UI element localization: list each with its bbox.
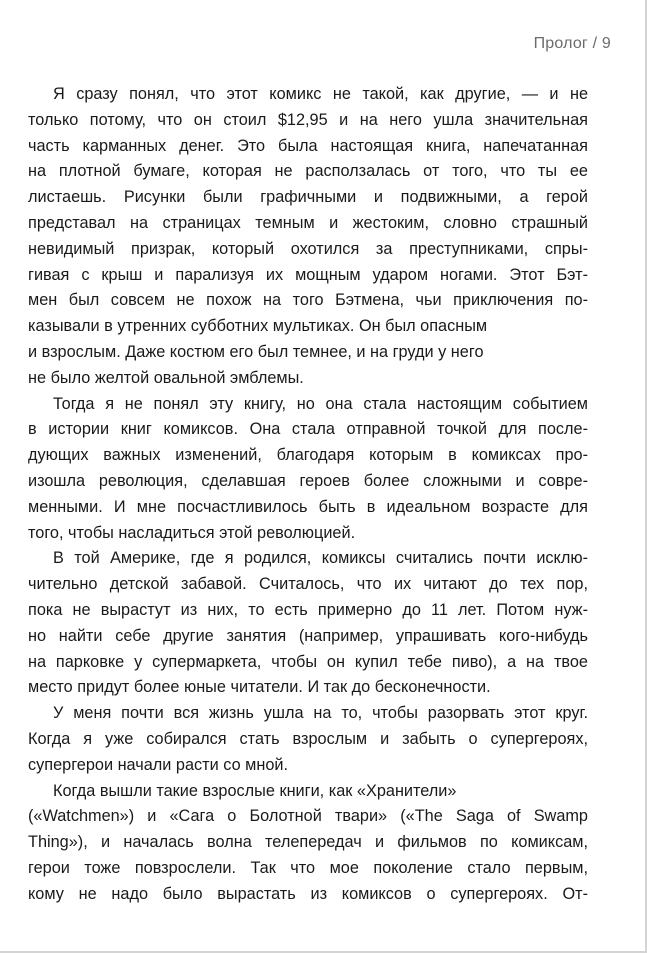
paragraph <box>28 779 588 908</box>
text-line: невидимый призрак, который охотился за преступниками, спры- <box>28 239 588 258</box>
text-line: У меня почти вся жизнь ушла на то, чтобы разорвать этот круг. <box>53 704 588 723</box>
text-line: гивая с крыш и парализуя их мощным ударом ногами. Этот Бэт- <box>28 265 588 284</box>
text-line: только потому, что он стоил $12,95 и на него ушла значительная <box>28 110 588 129</box>
text-line: на парковке у супермаркета, чтобы он купил тебе пиво), а на твое <box>28 652 588 671</box>
text-line: в истории книг комиксов. Она стала отправной точкой для после- <box>28 420 588 439</box>
text-line: Thing»), и началась волна телепередач и фильмов по комиксам, <box>28 833 588 852</box>
text-line: дующих важных изменений, благодаря которым в комиксах про- <box>28 446 588 465</box>
text-line: Я сразу понял, что этот комикс не такой, как другие, — и не <box>53 85 588 103</box>
text-line: того, чтобы насладиться этой революцией. <box>28 523 356 542</box>
text-line: не было желтой овальной эмблемы. <box>28 368 304 387</box>
text-line: место придут более юные читатели. И так до бесконечности. <box>28 678 491 697</box>
text-line: супергерои начали расти со мной. <box>28 755 288 774</box>
text-line: В той Америке, где я родился, комиксы считались почти исклю- <box>53 549 588 568</box>
paragraph <box>28 546 588 701</box>
paragraph <box>28 392 588 547</box>
text-line: Когда вышли такие взрослые книги, как «Хранители» <box>53 781 457 800</box>
text-line: («Watchmen») и «Сага о Болотной твари» («The Saga of Swamp <box>28 807 588 826</box>
text-line: кому не надо было вырастать из комиксов о супергероях. От- <box>28 884 588 903</box>
text-line: но найти себе другие занятия (например, упрашивать кого-нибудь <box>28 626 588 645</box>
paragraph <box>28 701 588 778</box>
text-line: пока не вырастут из них, то есть примерно до 11 лет. Потом нуж- <box>28 600 588 619</box>
text-line: и взрослым. Даже костюм его был темнее, и на груди у него <box>28 342 484 361</box>
text-line: казывали в утренних субботних мультиках. Он был опасным <box>28 317 488 336</box>
text-line: герои тоже повзрослели. Так что мое поколение стало первым, <box>28 858 588 877</box>
text-line: листаешь. Рисунки были графичными и подвижными, а герой <box>28 188 588 207</box>
text-line: представал на страницах темным и жестоким, словно страшный <box>28 213 588 232</box>
text-line: на плотной бумаге, которая не расползалась от того, что ты ее <box>28 162 588 181</box>
text-line: Тогда я не понял эту книгу, но она стала настоящим событием <box>53 394 588 413</box>
text-line: менными. И мне посчастливилось быть в идеальном возрасте для <box>28 497 588 516</box>
running-head: Пролог / 9 <box>533 35 611 52</box>
paragraph <box>28 82 588 392</box>
text-line: чительно детской забавой. Считалось, что их читают до тех пор, <box>28 575 588 594</box>
body-text <box>28 82 588 908</box>
text-line: часть карманных денег. Это была настоящая книга, напечатанная <box>28 136 588 155</box>
text-line: Когда я уже собирался стать взрослым и забыть о супергероях, <box>28 729 588 748</box>
text-line: мен был совсем не похож на того Бэтмена, чьи приключения по- <box>28 291 588 310</box>
text-line: изошла революция, сделавшая героев более сложными и совре- <box>28 471 588 490</box>
